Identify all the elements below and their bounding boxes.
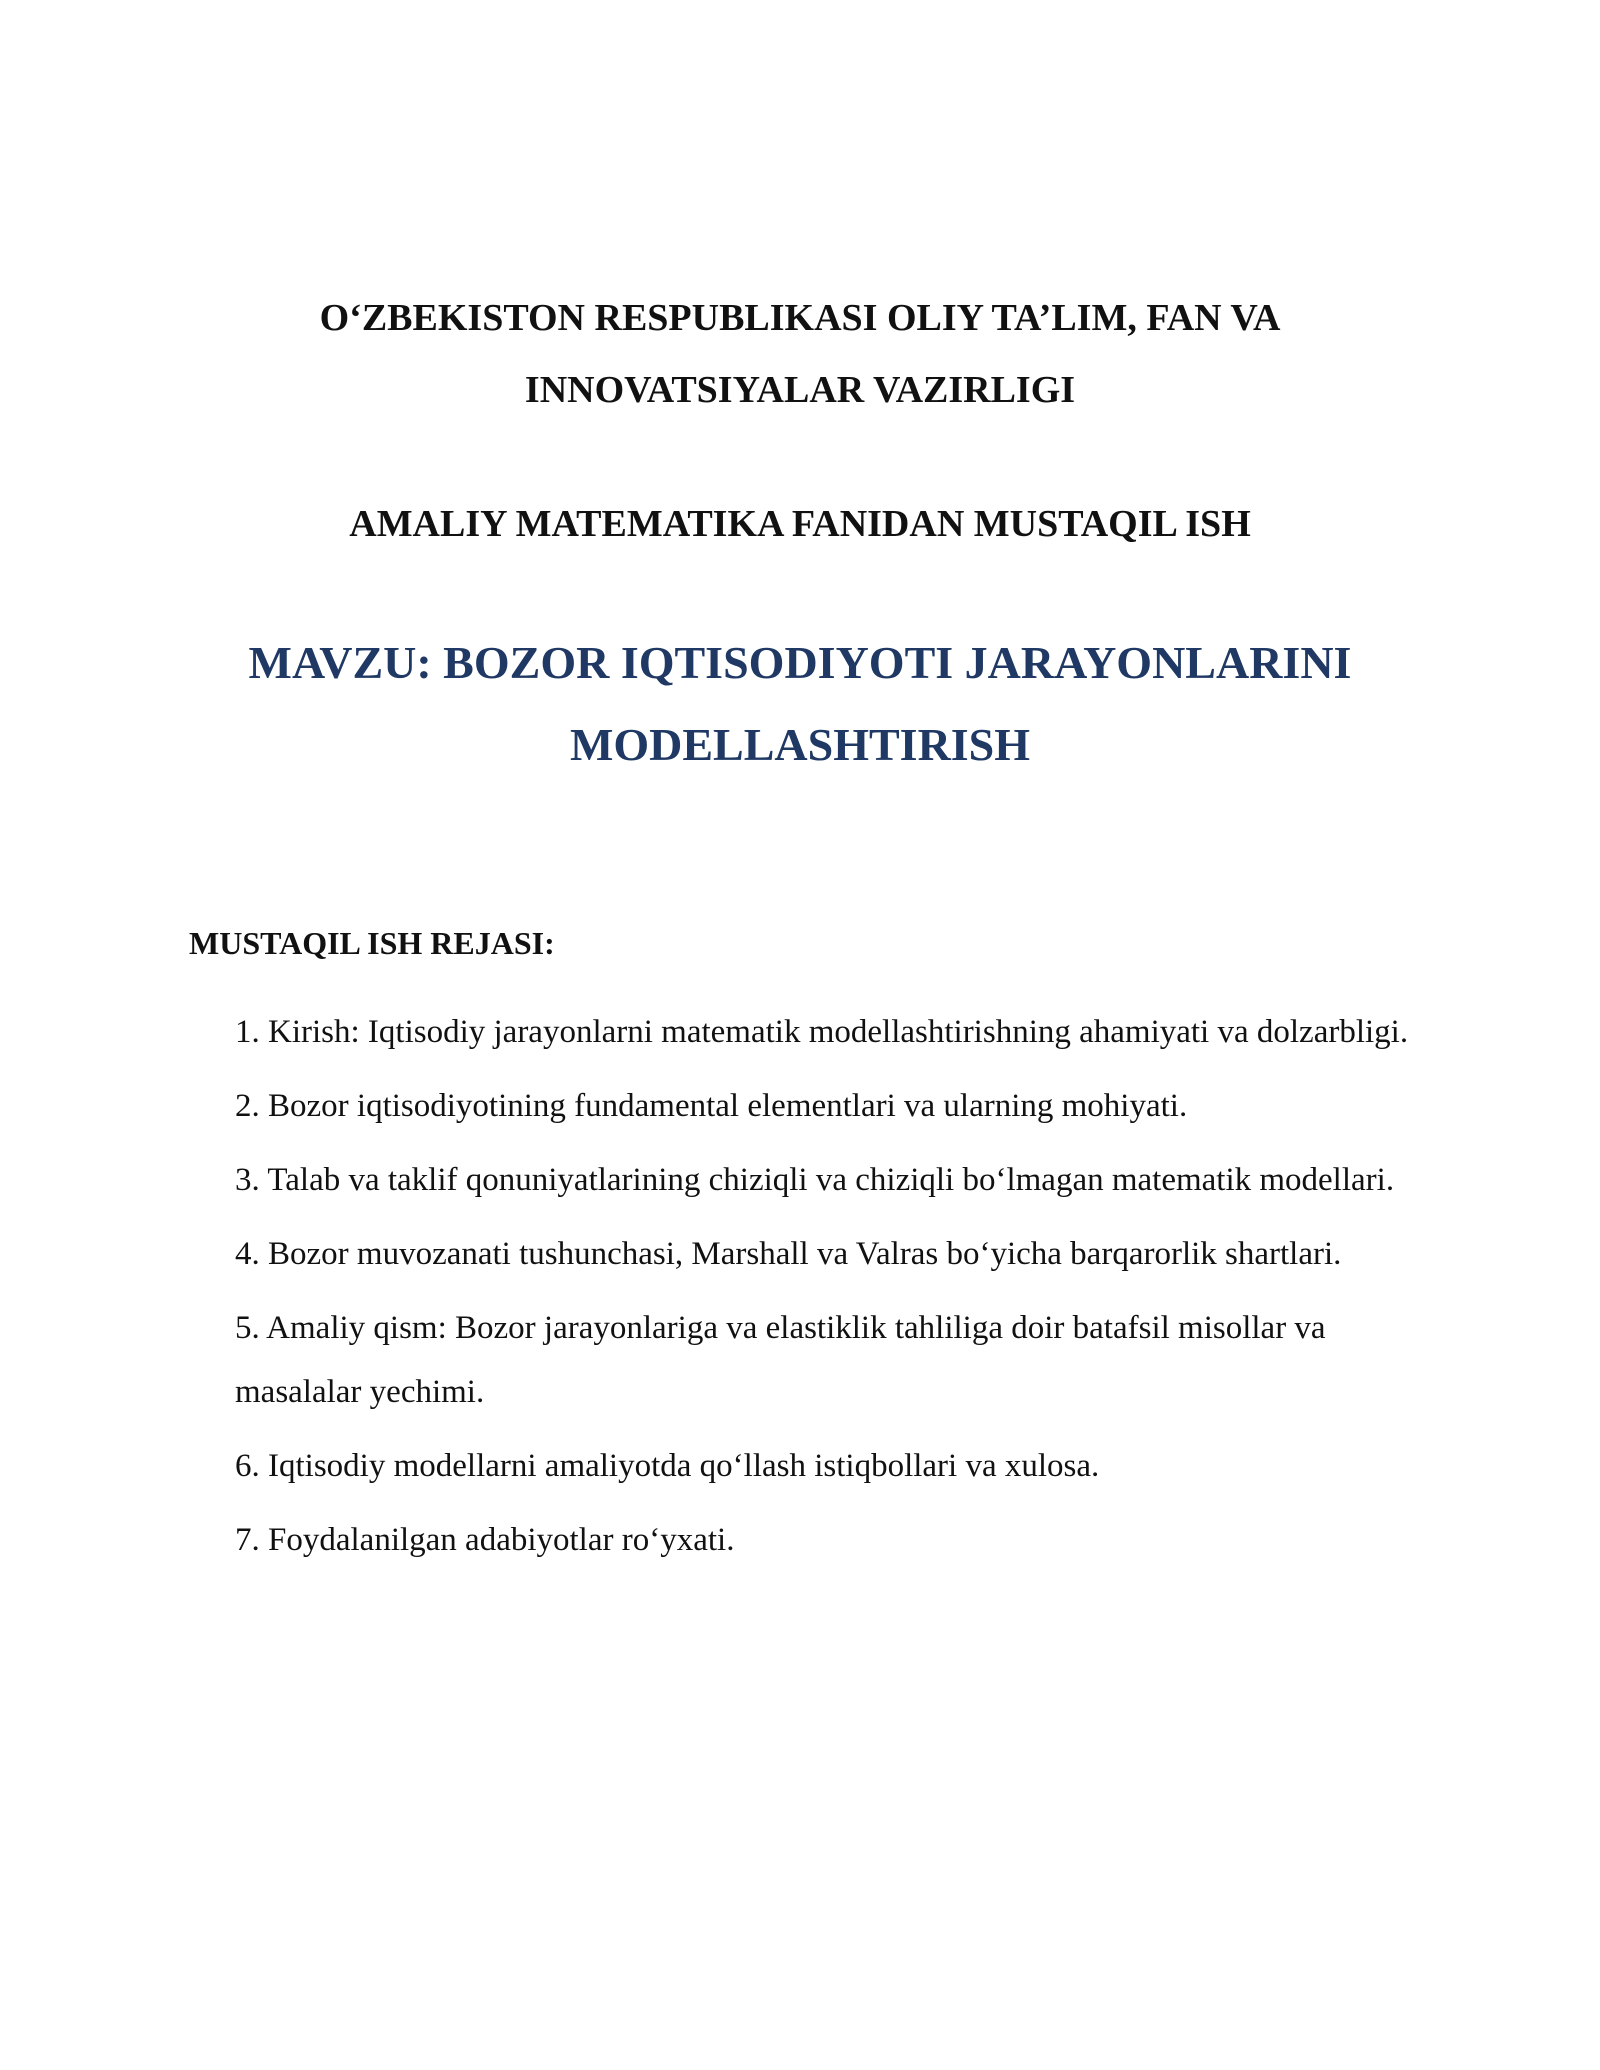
ministry-title-line-1: O‘ZBEKISTON RESPUBLIKASI OLIY TA’LIM, FAN VA [319,297,1281,339]
plan-item-2: 2. Bozor iqtisodiyotining fundamental elementlari va ularning mohiyati. [235,1088,1188,1124]
topic-title [0,622,1600,786]
plan-list [235,1000,1425,1582]
plan-item-4: 4. Bozor muvozanati tushunchasi, Marshall va Valras bo‘yicha barqarorlik shartlari. [235,1236,1342,1272]
topic-title-line-2: MODELLASHTIRISH [569,719,1031,770]
plan-item-5: 5. Amaliy qism: Bozor jarayonlariga va elastiklik tahliliga doir batafsil misollar va masalalar yechimi. [235,1310,1326,1410]
topic-title-line-1: MAVZU: BOZOR IQTISODIYOTI JARAYONLARINI [248,637,1352,688]
plan-item-3: 3. Talab va taklif qonuniyatlarining chiziqli va chiziqli bo‘lmagan matematik modellari. [235,1162,1395,1198]
work-type-title: AMALIY MATEMATIKA FANIDAN MUSTAQIL ISH [349,503,1251,545]
ministry-title-line-2: INNOVATSIYALAR VAZIRLIGI [524,369,1076,411]
plan-item-6: 6. Iqtisodiy modellarni amaliyotda qo‘llash istiqbollari va xulosa. [235,1448,1100,1484]
ministry-title [0,282,1600,426]
plan-heading: MUSTAQIL ISH REJASI: [189,925,555,961]
plan-item-1: 1. Kirish: Iqtisodiy jarayonlarni matematik modellashtirishning ahamiyati va dolzarbligi. [235,1014,1409,1050]
plan-item-7: 7. Foydalanilgan adabiyotlar ro‘yxati. [235,1522,735,1558]
